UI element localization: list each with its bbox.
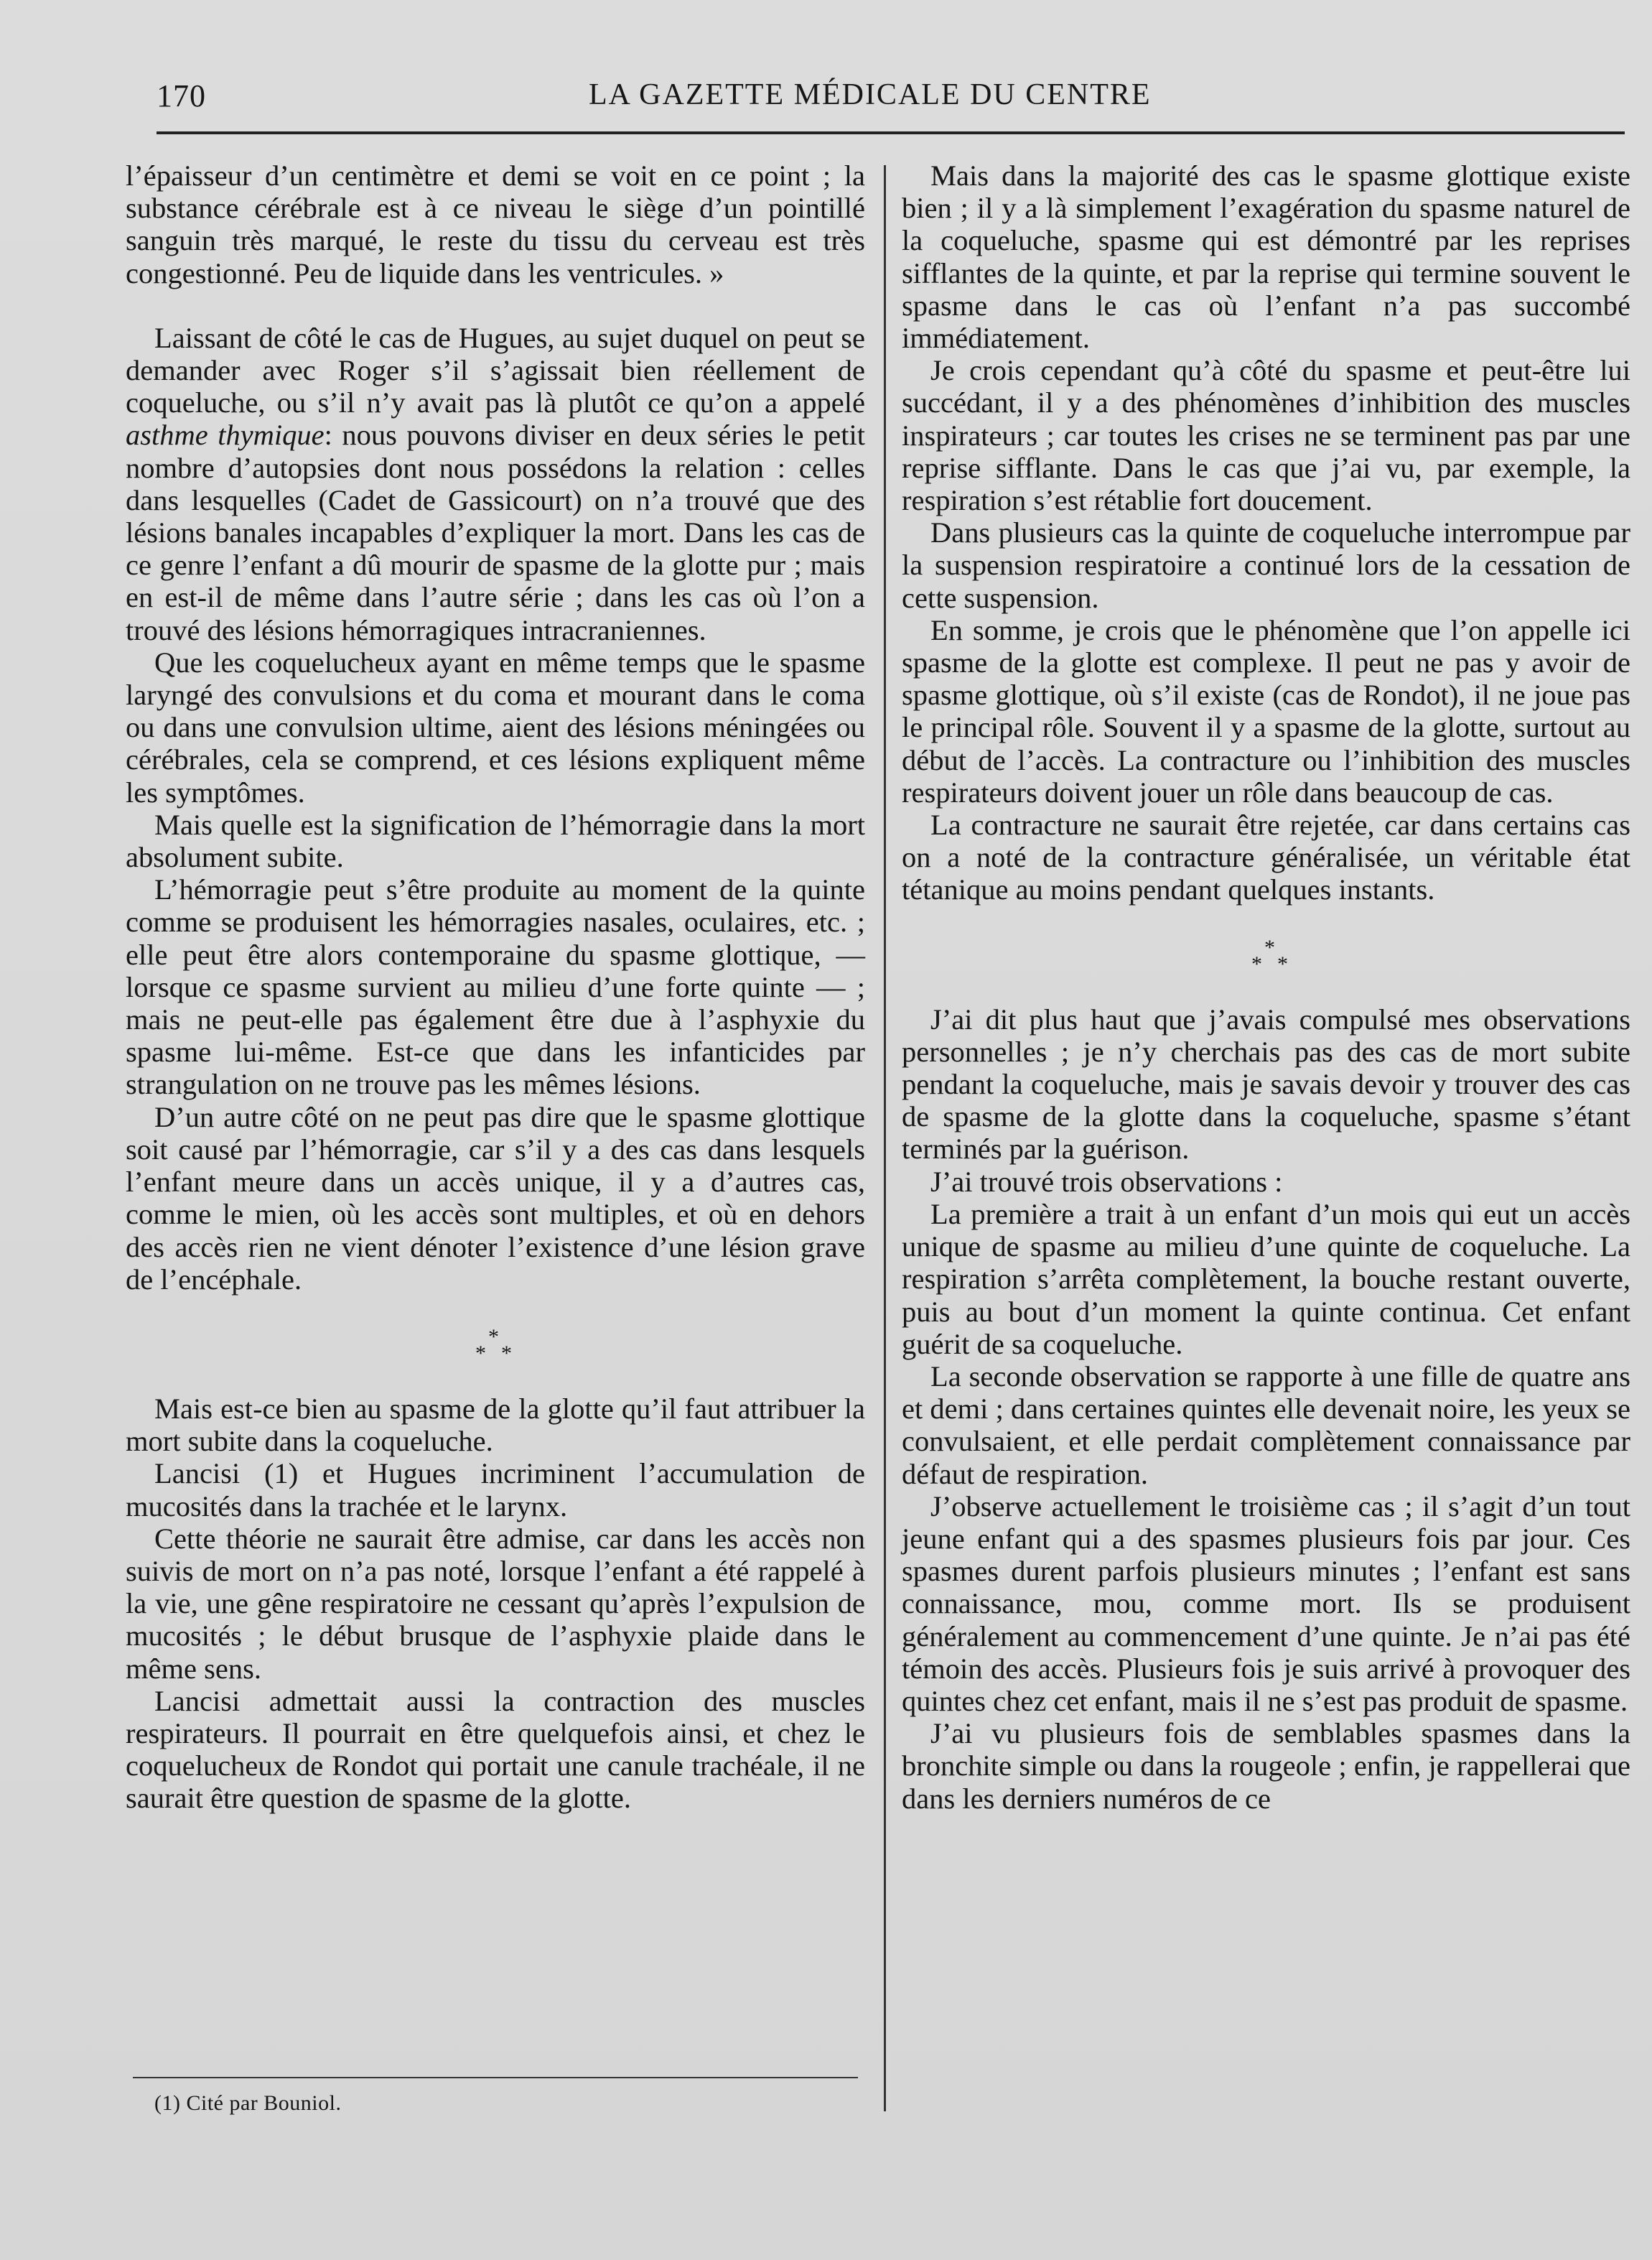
paragraph-text: Laissant de côté le cas de Hugues, au sujet duquel on peut se demander avec Roger s’il s’agissait bien réellement de coqueluche, ou s’il n’y avait pas là plutôt ce qu’on a appelé [126, 321, 865, 419]
separator-star: * [488, 1324, 499, 1349]
paragraph: D’un autre côté on ne peut pas dire que le spasme glottique soit causé par l’hémorragie, car s’il y a des cas dans lesquels l’enfant meure dans un accès unique, il y a d’autres cas, comme le mien, où les accès sont multiples, et où en dehors des accès rien ne vient dénoter l’existence d’une lésion grave de l’encéphale. [126, 1100, 865, 1296]
running-title: LA GAZETTE MÉDICALE DU CENTRE [589, 78, 1152, 111]
header-rule [157, 131, 1625, 134]
separator-star: * [1264, 935, 1275, 959]
paragraph: Lancisi admettait aussi la contraction des muscles respirateurs. Il pourrait en être quelquefois ainsi, et chez le coquelucheux de Rondot qui portait une canule trachéale, il ne saurait être question de spasme de la glotte. [126, 1684, 865, 1815]
paragraph: Dans plusieurs cas la quinte de coqueluche interrompue par la suspension respiratoire a continué lors de la cessation de cette suspension. [902, 516, 1630, 614]
paragraph: Mais dans la majorité des cas le spasme glottique existe bien ; il y a là simplement l’exagération du spasme naturel de la coqueluche, spasme qui est démontré par les reprises sifflantes de la quinte, et par la reprise qui termine souvent le spasme dans le cas où l’enfant n’a pas succombé immédiatement. [902, 159, 1630, 355]
paragraph: Que les coquelucheux ayant en même temps que le spasme laryngé des convulsions et du coma et mourant dans le coma ou dans une convulsion ultime, aient des lésions méningées ou cérébrales, cela se comprend, et ces lésions expliquent même les symptômes. [126, 646, 865, 809]
footnote-rule [133, 2077, 858, 2078]
paragraph-gap [126, 289, 865, 322]
italic-term: asthme thymique [126, 419, 325, 452]
column-divider [884, 165, 886, 2111]
paragraph: J’ai trouvé trois observations : [930, 1165, 1283, 1198]
paragraph: Lancisi (1) et Hugues incriminent l’accumulation de mucosités dans la trachée et le larynx. [126, 1457, 865, 1522]
paragraph: Mais quelle est la signification de l’hémorragie dans la mort absolument subite. [126, 808, 865, 874]
paragraph: J’observe actuellement le troisième cas ; il s’agit d’un tout jeune enfant qui a des spasmes plusieurs fois par jour. Ces spasmes durent parfois plusieurs minutes ; l’enfant est sans connaissance, mou, comme mort. Ils se produisent généralement au commencement d’une quinte. Je n’ai pas été témoin des accès. Plusieurs fois je suis arrivé à provoquer des quintes chez cet enfant, mais il ne s’est pas produit de spasme. [902, 1489, 1630, 1717]
paragraph: J’ai dit plus haut que j’avais compulsé mes observations personnelles ; je n’y cherchais pas des cas de mort subite pendant la coqueluche, mais je savais devoir y trouver des cas de spasme de la glotte dans la coqueluche, spasme s’étant terminés par la guérison. [902, 1003, 1630, 1166]
section-separator [902, 906, 1630, 1003]
paragraph-text: : nous pouvons diviser en deux séries le petit nombre d’autopsies dont nous possédons la relation : celles dans lesquelles (Cadet de Gassicourt) on n’a trouvé que des lésions banales incapables d’expliquer la mort. Dans les cas de ce genre l’enfant a dû mourir de spasme de la glotte pur ; mais en est-il de même dans l’autre série ; dans les cas où l’on a trouvé des lésions hémorragiques intracraniennes. [126, 419, 865, 646]
footnote: (1) Cité par Bouniol. [154, 2091, 342, 2115]
paragraph: l’épaisseur d’un centimètre et demi se voit en ce point ; la substance cérébrale est à ce niveau le siège d’un pointillé sanguin très marqué, le reste du tissu du cerveau est très congestionné. Peu de liquide dans les ventricules. » [126, 159, 865, 289]
separator-star: * [1251, 952, 1262, 976]
page-number: 170 [157, 78, 206, 113]
paragraph [126, 322, 865, 646]
paragraph: Mais est-ce bien au spasme de la glotte qu’il faut attribuer la mort subite dans la coqueluche. [126, 1392, 865, 1458]
page-header [0, 78, 1652, 121]
right-column [902, 159, 1630, 1815]
paragraph: L’hémorragie peut s’être produite au moment de la quinte comme se produisent les hémorragies nasales, oculaires, etc. ; elle peut être alors contemporaine du spasme glottique, — lorsque ce spasme survient au milieu d’une forte quinte — ; mais ne peut-elle pas également être due à l’asphyxie du spasme lui-même. Est-ce que dans les infanticides par strangulation on ne trouve pas les mêmes lésions. [126, 873, 865, 1101]
section-separator [126, 1296, 865, 1392]
paragraph: J’ai vu plusieurs fois de semblables spasmes dans la bronchite simple ou dans la rougeole ; enfin, je rappellerai que dans les derniers numéros de ce [902, 1717, 1630, 1815]
separator-star: * [501, 1341, 512, 1365]
paragraph: La seconde observation se rapporte à une fille de quatre ans et demi ; dans certaines quintes elle devenait noire, les yeux se convulsaient, et elle perdait complètement connaissance par défaut de respiration. [902, 1359, 1630, 1490]
paragraph: Cette théorie ne saurait être admise, car dans les accès non suivis de mort on n’a pas noté, lorsque l’enfant a été rappelé à la vie, une gêne respiratoire ne cessant qu’après l’expulsion de mucosités ; le début brusque de l’asphyxie plaide dans le même sens. [126, 1522, 865, 1685]
separator-star: * [475, 1341, 486, 1365]
paragraph: La contracture ne saurait être rejetée, car dans certains cas on a noté de la contracture généralisée, un véritable état tétanique au moins pendant quelques instants. [902, 809, 1630, 906]
paragraph: La première a trait à un enfant d’un mois qui eut un accès unique de spasme au milieu d’une quinte de coqueluche. La respiration s’arrêta complètement, la bouche restant ouverte, puis au bout d’un moment la quinte continua. Cet enfant guérit de sa coqueluche. [902, 1197, 1630, 1360]
separator-star: * [1277, 952, 1288, 976]
paragraph: En somme, je crois que le phénomène que l’on appelle ici spasme de la glotte est complexe. Il peut ne pas y avoir de spasme glottique, où s’il existe (cas de Rondot), il ne joue pas le principal rôle. Souvent il y a spasme de la glotte, surtout au début de l’accès. La contracture ou l’inhibition des muscles respirateurs doivent jouer un rôle dans beaucoup de cas. [902, 613, 1630, 809]
left-column [126, 159, 865, 1815]
paragraph: Je crois cependant qu’à côté du spasme et peut-être lui succédant, il y a des phénomènes d’inhibition des muscles inspirateurs ; car toutes les crises ne se terminent pas par une reprise sifflante. Dans le cas que j’ai vu, par exemple, la respiration s’est rétablie fort doucement. [902, 354, 1630, 517]
